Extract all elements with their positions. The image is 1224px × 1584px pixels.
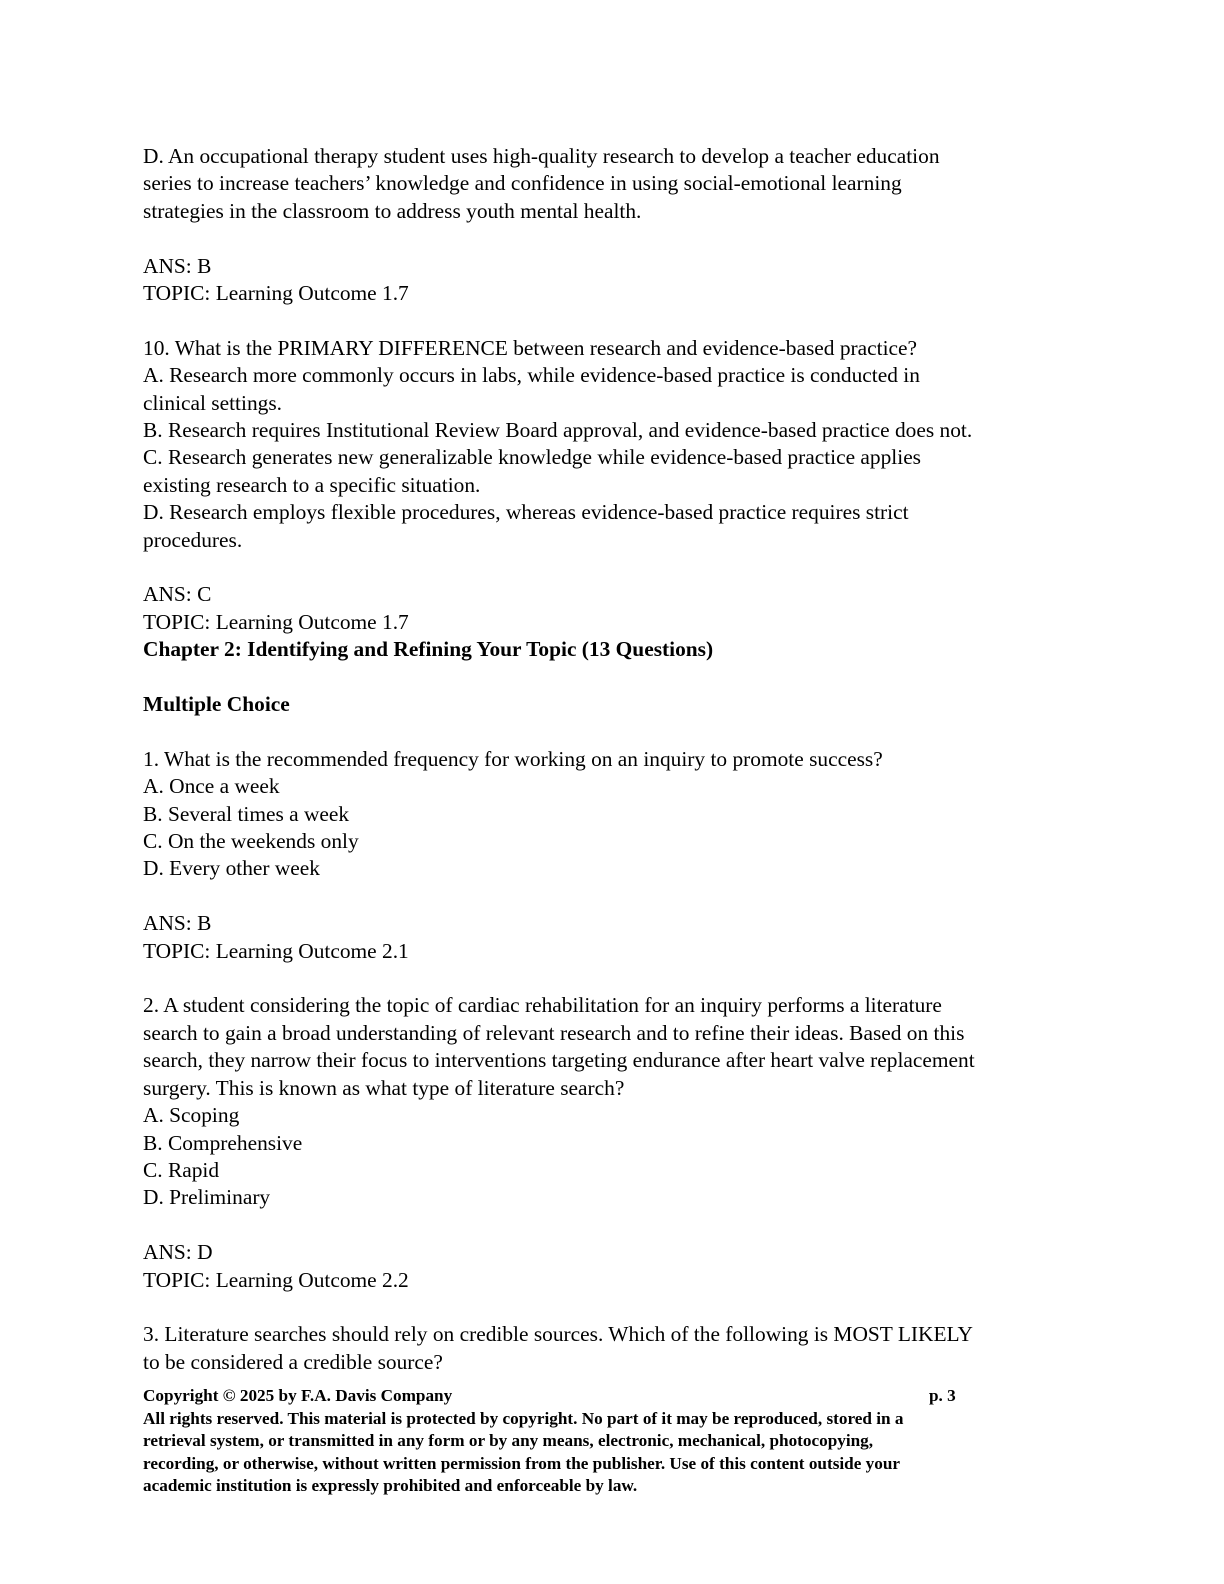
rights-notice: All rights reserved. This material is protected by copyright. No part of it may be reproduced, stored in a <box>143 1408 904 1428</box>
option-d-cont: procedures. <box>143 527 243 552</box>
answer-line: ANS: B <box>143 911 212 936</box>
option-a: A. Research more commonly occurs in labs, while evidence-based practice is conducted in <box>143 363 920 388</box>
page-content <box>143 143 1083 1376</box>
option-c-cont: existing research to a specific situation. <box>143 472 481 497</box>
rights-notice: retrieval system, or transmitted in any form or by any means, electronic, mechanical, photocopying, <box>143 1431 874 1451</box>
question-10 <box>143 335 1083 554</box>
rights-notice: academic institution is expressly prohibited and enforceable by law. <box>143 1476 638 1496</box>
answer-line: ANS: B <box>143 253 212 278</box>
option-b: B. Research requires Institutional Review Board approval, and evidence-based practice does not. <box>143 418 973 443</box>
option-b: B. Several times a week <box>143 801 350 826</box>
question-stem: 2. A student considering the topic of cardiac rehabilitation for an inquiry performs a literature <box>143 993 942 1018</box>
chapter2-question-3 <box>143 1321 1083 1376</box>
chapter2-question-1 <box>143 746 1083 883</box>
rights-notice: recording, or otherwise, without written permission from the publisher. Use of this content outside your <box>143 1453 901 1473</box>
answer-line: ANS: C <box>143 582 212 607</box>
prev-question-option-d <box>143 143 1083 225</box>
chapter2-question-2 <box>143 992 1083 1211</box>
option-d: D. Preliminary <box>143 1185 271 1210</box>
option-a: A. Scoping <box>143 1103 240 1128</box>
option-c: C. On the weekends only <box>143 829 359 854</box>
topic-line: TOPIC: Learning Outcome 2.1 <box>143 938 409 963</box>
question-stem-cont: surgery. This is known as what type of literature search? <box>143 1075 625 1100</box>
page-footer <box>143 1385 1043 1498</box>
question-stem-cont: to be considered a credible source? <box>143 1349 443 1374</box>
option-d: D. Every other week <box>143 856 320 881</box>
question-stem: 1. What is the recommended frequency for working on an inquiry to promote success? <box>143 746 883 771</box>
question-stem-cont: search to gain a broad understanding of relevant research and to refine their ideas. Based on this <box>143 1020 965 1045</box>
section-heading: Multiple Choice <box>143 692 290 717</box>
topic-line: TOPIC: Learning Outcome 2.2 <box>143 1267 409 1292</box>
option-a-cont: clinical settings. <box>143 390 283 415</box>
chapter-heading: Chapter 2: Identifying and Refining Your Topic (13 Questions) <box>143 637 714 662</box>
option-c: C. Research generates new generalizable knowledge while evidence-based practice applies <box>143 445 922 470</box>
text-line: D. An occupational therapy student uses high-quality research to develop a teacher education <box>143 144 940 168</box>
page-number: p. 3 <box>929 1386 956 1405</box>
text-line: strategies in the classroom to address youth mental health. <box>143 198 642 223</box>
question-stem: 10. What is the PRIMARY DIFFERENCE between research and evidence-based practice? <box>143 335 917 360</box>
question-stem-cont: search, they narrow their focus to interventions targeting endurance after heart valve replacement <box>143 1048 975 1073</box>
option-d: D. Research employs flexible procedures, whereas evidence-based practice requires strict <box>143 500 909 525</box>
topic-line: TOPIC: Learning Outcome 1.7 <box>143 281 409 306</box>
topic-line: TOPIC: Learning Outcome 1.7 <box>143 609 409 634</box>
answer-line: ANS: D <box>143 1240 213 1265</box>
question-stem: 3. Literature searches should rely on credible sources. Which of the following is MOST LIKELY <box>143 1322 973 1347</box>
text-line: series to increase teachers’ knowledge and confidence in using social-emotional learning <box>143 171 902 196</box>
option-a: A. Once a week <box>143 774 280 799</box>
copyright-line: Copyright © 2025 by F.A. Davis Company <box>143 1386 453 1405</box>
option-b: B. Comprehensive <box>143 1130 303 1155</box>
option-c: C. Rapid <box>143 1157 220 1182</box>
